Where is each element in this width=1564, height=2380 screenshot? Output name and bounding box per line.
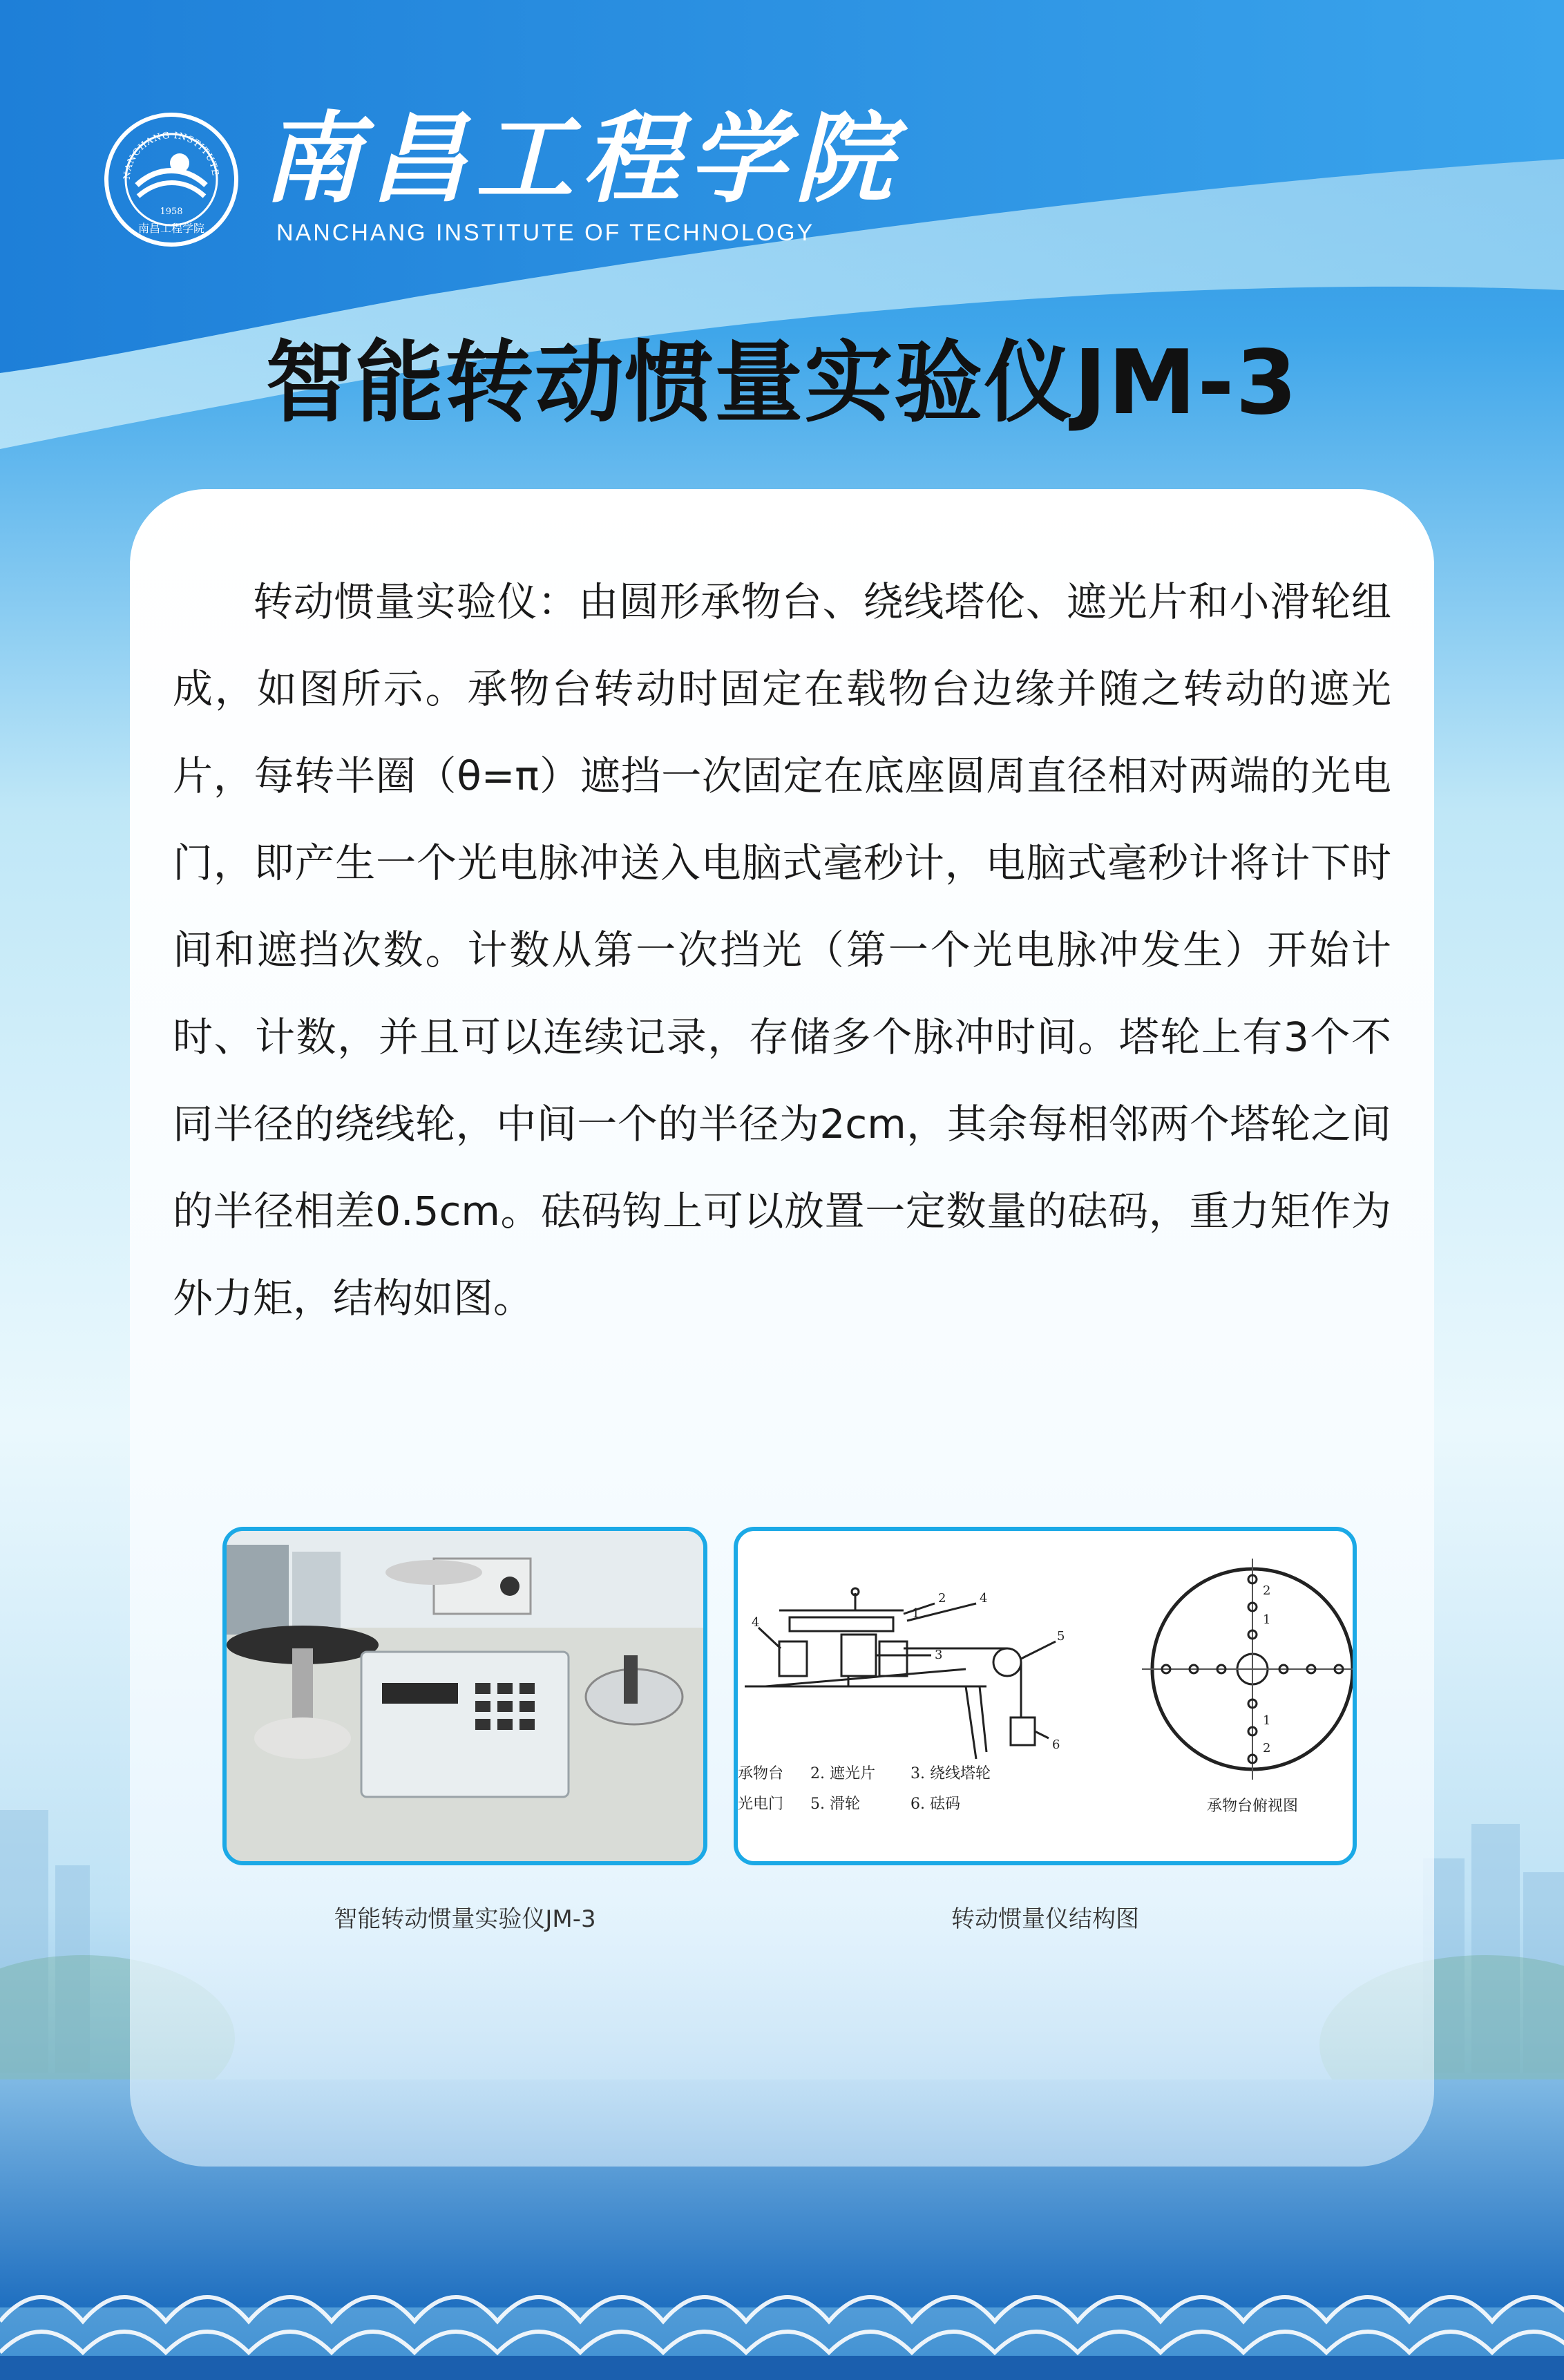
- logo-ring-text: NANCHANG INSTITUTE: [122, 130, 220, 180]
- svg-text:2. 遮光片: 2. 遮光片: [810, 1765, 875, 1782]
- svg-text:3: 3: [935, 1648, 943, 1662]
- top-view-caption: 承物台俯视图: [1206, 1798, 1299, 1815]
- school-name-cn: 南昌工程学院: [263, 102, 901, 216]
- svg-text:2: 2: [938, 1591, 946, 1606]
- svg-text:4: 4: [980, 1591, 988, 1606]
- description-paragraph: 转动惯量实验仪：由圆形承物台、绕线塔伦、遮光片和小滑轮组成，如图所示。承物台转动时固定在载物台边缘并随之转动的遮光片，每转半圈（θ=π）遮挡一次固定在底座圆周直径相对两端的光电门，即产生一个光电脉冲送入电脑式毫秒计，电脑式毫秒计将计下时间和遮挡次数。计数从第一次挡光（第一个光电脉冲发生）开始计时、计数，并且可以连续记录，存储多个脉冲时间。塔轮上有3个不同半径的绕线轮，中间一个的半径为2cm，其余每相邻两个塔轮之间的半径相差0.5cm。砝码钩上可以放置一定数量的砝码，重力矩作为外力矩，结构如图。: [173, 578, 1391, 1322]
- diagram-caption: 转动惯量仪结构图: [951, 1905, 1139, 1933]
- svg-text:5. 滑轮: 5. 滑轮: [810, 1796, 860, 1813]
- diagram-legend: [738, 1765, 991, 1813]
- svg-text:4: 4: [752, 1615, 760, 1630]
- instrument-photo: [222, 1527, 707, 1865]
- top-view: [1142, 1559, 1353, 1815]
- svg-text:3. 绕线塔轮: 3. 绕线塔轮: [910, 1765, 991, 1782]
- svg-text:光电门: 光电门: [738, 1796, 784, 1813]
- logo-bottom-text: 南昌工程学院: [137, 222, 205, 235]
- svg-text:1: 1: [1263, 1612, 1271, 1627]
- svg-text:2: 2: [1263, 1741, 1271, 1755]
- svg-text:1: 1: [1263, 1713, 1271, 1728]
- page-title: 智能转动惯量实验仪JM-3: [265, 332, 1299, 435]
- photo-caption: 智能转动惯量实验仪JM-3: [334, 1905, 596, 1933]
- structure-diagram: [734, 1527, 1357, 1865]
- svg-text:5: 5: [1057, 1629, 1065, 1644]
- school-name-en: NANCHANG INSTITUTE OF TECHNOLOGY: [276, 220, 815, 246]
- svg-text:承物台: 承物台: [738, 1765, 784, 1782]
- svg-text:6: 6: [1052, 1738, 1060, 1752]
- svg-text:2: 2: [1263, 1583, 1271, 1598]
- logo-year: 1958: [160, 207, 183, 217]
- svg-text:1: 1: [912, 1606, 920, 1621]
- school-logo: [102, 111, 240, 249]
- svg-text:6. 砝码: 6. 砝码: [910, 1796, 960, 1813]
